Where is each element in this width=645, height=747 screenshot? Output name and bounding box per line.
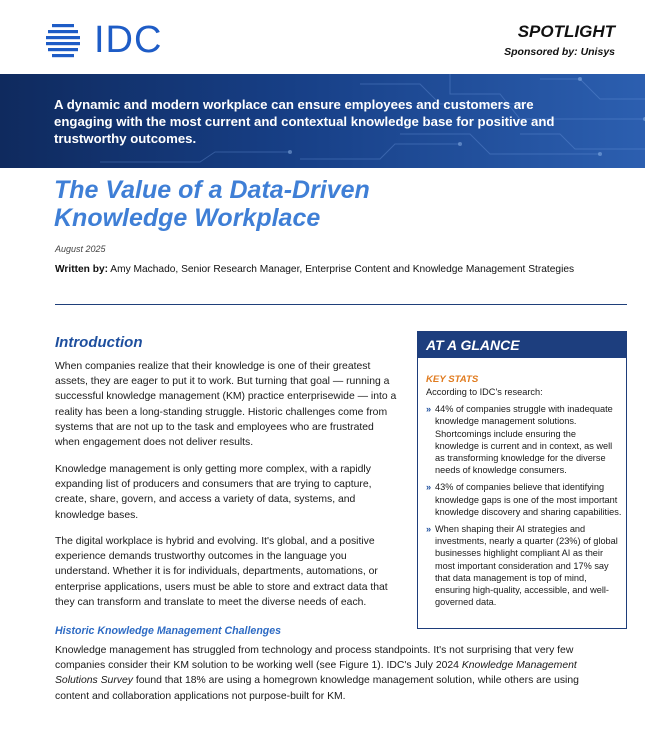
stat-item [426,523,622,608]
key-stats-intro: According to IDC's research: [426,387,543,397]
intro-paragraph-3: The digital workplace is hybrid and evolving. It's global, and a positive experience demands trustworthy outcomes in the language you understand. Whether it is for individuals, departments, automations, or enterprise applications, users must be able to store and extract data that they can transform and translate to meet the diverse needs of each. [55,536,388,608]
key-stats-label: KEY STATS [426,374,479,385]
chevron-right-icon: » [426,482,432,493]
at-a-glance-body [426,374,622,608]
at-a-glance-heading: AT A GLANCE [418,332,626,358]
author-label: Written by: [55,264,109,275]
survey-title: Knowledge Management Solutions Survey [55,660,577,687]
stat-text: 43% of companies believe that identifying knowledge gaps is one of the most important knowledge discovery and sharing capabilities. [435,482,622,517]
idc-logo [46,20,176,60]
section-divider [55,304,627,305]
publication-date: August 2025 [55,244,106,254]
document-title [54,176,474,232]
at-a-glance-box [417,331,627,629]
logo-text: IDC [94,19,163,61]
introduction-heading: Introduction [55,334,143,351]
historic-text-b: found that 18% are using a homegrown knowledge management solution, while others are using content and collaboration applications not purpose-built for KM. [55,675,579,702]
sponsor-line: Sponsored by: Unisys [504,46,615,58]
globe-stripes-icon [46,22,90,58]
stat-item [426,481,622,518]
historic-text-a: Knowledge management has struggled from technology and process standpoints. It's not surprising that very few companies consider their KM solution to be working well (see Figure 1). IDC's July 2024 [55,645,574,672]
author-text: Amy Machado, Senior Research Manager, Enterprise Content and Knowledge Management Strategies [110,264,575,275]
historic-paragraph [55,643,615,704]
title-line-1: The Value of a Data-Driven [54,176,370,204]
title-line-2: Knowledge Workplace [54,204,321,232]
historic-challenges-heading: Historic Knowledge Management Challenges [55,625,282,637]
intro-paragraph-2: Knowledge management is only getting more complex, with a rapidly expanding list of producers and consumers that are trying to capture, create, share, govern, and access a variety of data, systems, and knowledge bases. [55,464,372,521]
author-line [55,264,574,275]
intro-paragraph-1: When companies realize that their knowledge is one of their greatest assets, they are eager to put it to work. But turning that goal — running a successful knowledge management (KM) practice enterprisewide — into a reality has been a long-standing struggle. Historic challenges come from systems that are not up to the task and employees who are frustrated when engagement does not deliver results. [55,361,397,449]
stat-text: 44% of companies struggle with inadequate knowledge management solutions. Shortcomings include ensuring the knowledge is current and in context, as well as transforming knowledge for the diverse needs of knowledge consumers. [435,404,613,476]
spotlight-label: SPOTLIGHT [517,22,615,41]
banner-text: A dynamic and modern workplace can ensure employees and customers are engaging with the most current and contextual knowledge base for positive and trustworthy outcomes. [54,97,555,146]
chevron-right-icon: » [426,524,432,535]
hero-banner [0,74,645,168]
chevron-right-icon: » [426,404,432,415]
stat-text: When shaping their AI strategies and investments, nearly a quarter (23%) of global businesses highlight compliant AI as their most important consideration and 17% say that data management is top of mind, ensuring high-quality, accessible, and well-governed data. [435,524,618,608]
stat-item [426,403,622,476]
